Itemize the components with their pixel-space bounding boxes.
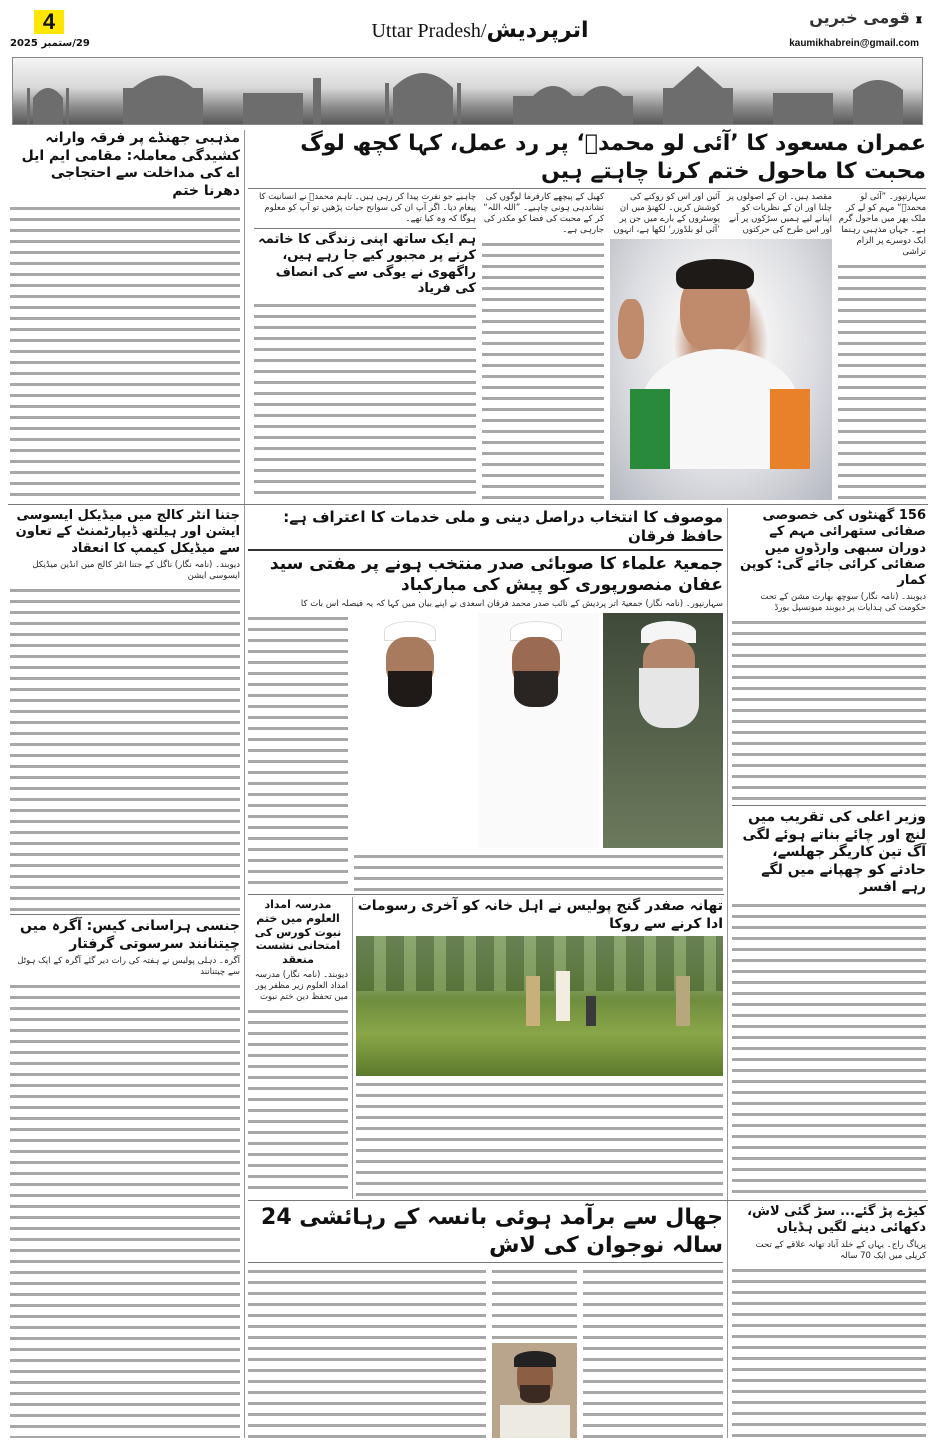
main-article — [248, 130, 926, 500]
main-body-col1 — [838, 261, 926, 500]
body-found-body-right — [583, 1266, 723, 1438]
sub-main-body — [254, 300, 476, 500]
agra-arrest-body — [10, 981, 240, 1438]
main-lead-col3: آئیں اور اس کو روکنے کی کوشش کریں۔ لکھنؤ میں ان پوسٹروں کے بارے میں جن پر ’آئی لو بلڈوزر‘ لکھا ہے، انہوں — [613, 192, 720, 235]
main-lead-col4: کھیل کے پیچھے کارفرما لوگوں کی نشاندہی ہونی چاہیے۔ ”اللہ اللہ“ کر کے محبت کی فضا کو مکدر کی جارہی ہے۔ — [483, 192, 604, 235]
body-found-article — [248, 1204, 723, 1438]
main-lead-col5: چاہیے جو نفرت پیدا کر رہی ہیں۔ تاہم محمدؐ نے انسانیت کا پیغام دیا۔ اگر آپ ان کی سوانح حیات پڑھیں تو آپ کو معلوم ہوگا کہ وہ کیا تھے۔ — [258, 192, 476, 224]
main-body-col3 — [482, 239, 604, 500]
section-title-ur: اترپردیش — [486, 18, 589, 43]
logo-mark-icon: ♜ — [914, 15, 923, 25]
agra-arrest-headline: جنسی ہراسانی کیس: آگرہ میں چیتنانند سرسوتی گرفتار — [20, 918, 240, 952]
main-headline: عمران مسعود کا ’آئی لو محمدؐ‘ پر رد عمل، کہا کچھ لوگ محبت کا ماحول ختم کرنا چاہتے ہیں — [300, 131, 926, 184]
decomposed-body-headline: کیڑے پڑ گئے... سڑ گئی لاش، دکھائی دینے لگیں ہڈیاں — [747, 1204, 926, 1236]
jamiat-headline: جمعیۃ علماء کا صوبائی صدر منتخب ہونے پر مفتی سید عفان منصورپوری کو پیش کی مبارکباد — [269, 553, 723, 595]
politician-photo — [610, 239, 832, 500]
field-police-photo — [356, 936, 723, 1076]
contact-email: kaumikhabrein@gmail.com — [789, 38, 919, 49]
body-found-body-mid — [492, 1266, 577, 1340]
section-title — [310, 18, 650, 43]
body-found-headline: جھال سے برآمد ہوئی بانسہ کے رہائشی 24 سالہ نوجوان کی لاش — [261, 1205, 723, 1258]
medical-camp-body — [10, 585, 240, 911]
left-top-body — [10, 203, 240, 500]
jamiat-article — [248, 508, 723, 891]
madrasa-lead: دیوبند۔ (نامہ نگار) مدرسہ امداد العلوم زیر مظفر پور میں تحفظ دین ختم نبوت — [254, 969, 348, 1002]
right-low-article — [732, 1204, 926, 1438]
monuments-illustration — [13, 58, 923, 125]
portrait-photo-3 — [354, 613, 474, 848]
fire-headline: وزیر اعلی کی تقریب میں لنچ اور چائے بناتے ہوئے لگی آگ تین کاریگر جھلسے، حادثے کو چھپانے میں لگے رہے افسر — [742, 809, 926, 896]
main-lead-col1: سہارنپور۔ ”آئی لو محمدؐ“ مہم کو لے کر ملک بھر میں ماحول گرم ہے۔ جہاں مذہبی رہنما ایک دوسرے پر الزام تراشی — [838, 192, 926, 257]
left-mid-column — [10, 508, 240, 1438]
logo-text: قومی خبریں — [809, 8, 910, 27]
page-number: 4 — [34, 10, 64, 34]
body-found-body-left — [248, 1266, 486, 1438]
decomposed-body-lead: پریاگ راج۔ یہاں کے خلد آباد تھانہ علاقے کے تحت کریلی میں ایک 70 سالہ — [755, 1239, 926, 1261]
portrait-photo-2 — [478, 613, 598, 848]
skyline-banner-image — [12, 57, 923, 125]
victim-photo — [492, 1343, 577, 1438]
sub-main-headline: ہم ایک ساتھ اپنی زندگی کا خاتمہ کرنے پر مجبور کیے جا رہے ہیں، راگھوی نے یوگی سے کی انصاف کی فریاد — [258, 232, 476, 296]
madrasa-headline: مدرسہ امداد العلوم میں ختم نبوت کورس کی امتحانی نشست منعقد — [254, 898, 342, 966]
main-lead-col2: مقصد ہیں۔ ان کے اصولوں پر چلنا اور ان کے نظریات کو اپنانے لیے ہمیں سڑکوں پر آنے اور اس طرح کی حرکتوں — [726, 192, 832, 235]
decomposed-body-text — [732, 1265, 926, 1439]
left-top-headline: مذہبی جھنڈے پر فرقہ وارانہ کشیدگی معاملہ: مقامی ایم ایل اے کی مداخلت سے احتجاجی دھرنا ختم — [21, 130, 240, 199]
madrasa-article — [248, 898, 348, 1196]
portrait-photo-1 — [603, 613, 723, 848]
cleanliness-body — [732, 617, 926, 802]
right-mid-column — [732, 508, 926, 1196]
cleanliness-lead: دیوبند۔ (نامہ نگار) سوچھ بھارت مشن کے تحت حکومت کی ہدایات پر دیوبند میونسپل بورڈ — [760, 592, 926, 614]
jamiat-body-left — [248, 613, 348, 891]
medical-camp-lead: دیوبند۔ (نامہ نگار) ناگل کے جتنا انٹر کالج میں انڈین میڈیکل ایسوسی ایشن — [32, 559, 240, 581]
left-top-article — [10, 130, 240, 500]
masthead-logo — [753, 8, 923, 27]
medical-camp-headline: جتنا انٹر کالج میں میڈیکل ایسوسی ایشن اور ہیلتھ ڈیپارٹمنٹ کے تعاون سے میڈیکل کیمپ کا انعقاد — [15, 508, 240, 556]
cleanliness-headline: 156 گھنٹوں کی خصوصی صفائی ستھرائی مہم کے دوران سبھی وارڈوں میں صفائی کرائی جائے گی: کوپن کمار — [739, 508, 926, 588]
police-body — [356, 1079, 723, 1196]
section-title-en: Uttar Pradesh/ — [371, 20, 487, 42]
jamiat-lead: سہارنپور۔ (نامہ نگار) جمعیۃ اتر پردیش کے نائب صدر محمد فرقان اسعدی نے اپنے بیان میں کہا کہ یہ فیصلہ اس بات کا — [300, 599, 723, 609]
agra-arrest-lead: آگرہ۔ دہلی پولیس نے ہفتہ کی رات دیر گئے آگرہ کے ایک ہوٹل سے چیتنانند — [17, 956, 240, 978]
issue-date: 29/ستمبر 2025 — [10, 38, 90, 49]
jamiat-kicker: موصوف کا انتخاب دراصل دینی و ملی خدمات کا اعتراف ہے: حافظ فرقان — [283, 508, 723, 545]
police-article — [356, 898, 723, 1196]
police-headline: تھانہ صفدر گنج پولیس نے اہل خانہ کو آخری رسومات ادا کرنے سے روکا — [357, 898, 723, 932]
jamiat-body-bottom — [354, 851, 723, 891]
madrasa-body — [248, 1006, 348, 1196]
fire-body — [732, 900, 926, 1196]
